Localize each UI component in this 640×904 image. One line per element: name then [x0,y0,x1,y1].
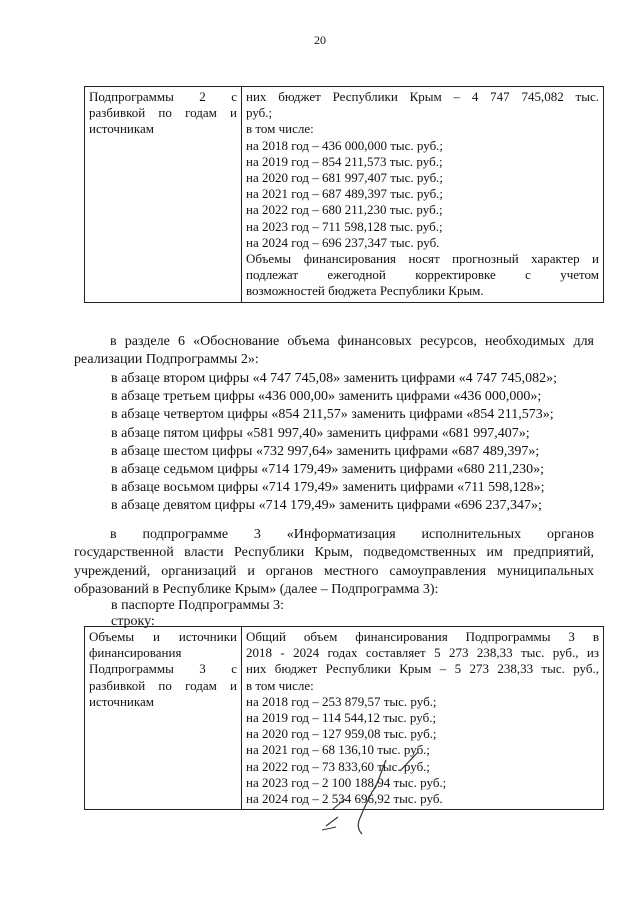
funding-note-line: подлежат ежегодной корректировке с учетом [246,267,599,283]
section6-intro-line: в разделе 6 «Обоснование объема финансовых ресурсов, необходимых для [110,334,594,349]
funding-line: в том числе: [246,121,314,137]
funding-note-line: возможностей бюджета Республики Крым. [246,283,484,299]
table-row [85,627,604,810]
list-item: в абзаце восьмом цифры «714 179,49» заменить цифрами «711 598,128»; [111,480,545,496]
funding-line: на 2020 год – 681 997,407 тыс. руб.; [246,170,444,186]
list-item: в абзаце девятом цифры «714 179,49» заменить цифрами «696 237,347»; [111,498,542,514]
funding-line: на 2018 год – 253 879,57 тыс. руб.; [246,693,437,709]
funding-line: на 2024 год – 696 237,347 тыс. руб. [246,234,440,250]
table-left-cell [85,627,242,810]
page-number: 20 [314,33,326,47]
section6-replacements [111,370,557,516]
funding-line: на 2024 год – 2 534 696,92 тыс. руб. [246,791,443,807]
subprogram3-funding-table [84,626,604,810]
funding-line: на 2023 год – 711 598,128 тыс. руб.; [246,218,443,234]
subprogram2-funding-table [84,86,604,303]
left-cell-line: Объемы и источники [89,629,237,644]
subprogram3-line: государственной власти Республики Крым, подведомственных им предприятий, [74,545,594,561]
funding-line: на 2021 год – 68 136,10 тыс. руб.; [246,742,431,758]
funding-line: 2018 - 2024 годах составляет 5 273 238,33 тыс. руб., из [246,645,599,661]
funding-line: в том числе: [246,677,314,693]
list-item: в абзаце четвертом цифры «854 211,57» заменить цифрами «854 211,573»; [111,407,554,423]
funding-line: них бюджет Республики Крым – 4 747 745,082 тыс. [246,89,599,104]
funding-note-line: Объемы финансирования носят прогнозный характер и [246,251,599,267]
table-row [85,87,604,303]
section6-intro-line: реализации Подпрограммы 2»: [74,352,259,368]
funding-line: руб.; [246,105,273,121]
section6-intro [74,333,594,370]
funding-line: на 2019 год – 114 544,12 тыс. руб.; [246,710,437,726]
left-cell-line: Подпрограммы 3 с [89,661,237,677]
subprogram3-line: в подпрограмме 3 «Информатизация исполнительных органов [110,527,594,542]
funding-line: на 2018 год – 436 000,000 тыс. руб.; [246,137,444,153]
funding-line: на 2020 год – 127 959,08 тыс. руб.; [246,726,437,742]
funding-line: на 2019 год – 854 211,573 тыс. руб.; [246,153,443,169]
funding-line: на 2023 год – 2 100 188,94 тыс. руб.; [246,774,447,790]
list-item: в абзаце седьмом цифры «714 179,49» заменить цифрами «680 211,230»; [111,462,545,478]
row-label: строку: [111,614,155,629]
funding-line: них бюджет Республики Крым – 5 273 238,33 тыс. руб., [246,661,599,677]
funding-line: на 2022 год – 73 833,60 тыс. руб.; [246,758,431,774]
list-item: в абзаце третьем цифры «436 000,00» заменить цифрами «436 000,000»; [111,389,542,405]
funding-line: Общий объем финансирования Подпрограммы 3 в [246,629,599,644]
table-left-cell: Подпрограммы 2 с разбивкой по годам и источникам [85,87,242,303]
funding-line: на 2022 год – 680 211,230 тыс. руб.; [246,202,443,218]
subprogram3-intro [74,526,594,599]
passport-label: в паспорте Подпрограммы 3: [111,598,284,613]
table-right-cell [242,627,604,810]
subprogram3-line: учреждений, организаций и органов местного самоуправления муниципальных [74,563,594,579]
list-item: в абзаце шестом цифры «732 997,64» заменить цифрами «687 489,397»; [111,443,540,459]
funding-line: на 2021 год – 687 489,397 тыс. руб.; [246,186,444,202]
subprogram3-line: образований в Республике Крым» (далее – Подпрограмма 3): [74,581,439,597]
left-cell-line: источникам [89,693,154,709]
table-right-cell [242,87,604,303]
left-cell-line: финансирования [89,645,182,661]
left-cell-line: разбивкой по годам и [89,677,237,693]
list-item: в абзаце пятом цифры «581 997,40» заменить цифрами «681 997,407»; [111,425,530,441]
list-item: в абзаце втором цифры «4 747 745,08» заменить цифрами «4 747 745,082»; [111,371,557,386]
